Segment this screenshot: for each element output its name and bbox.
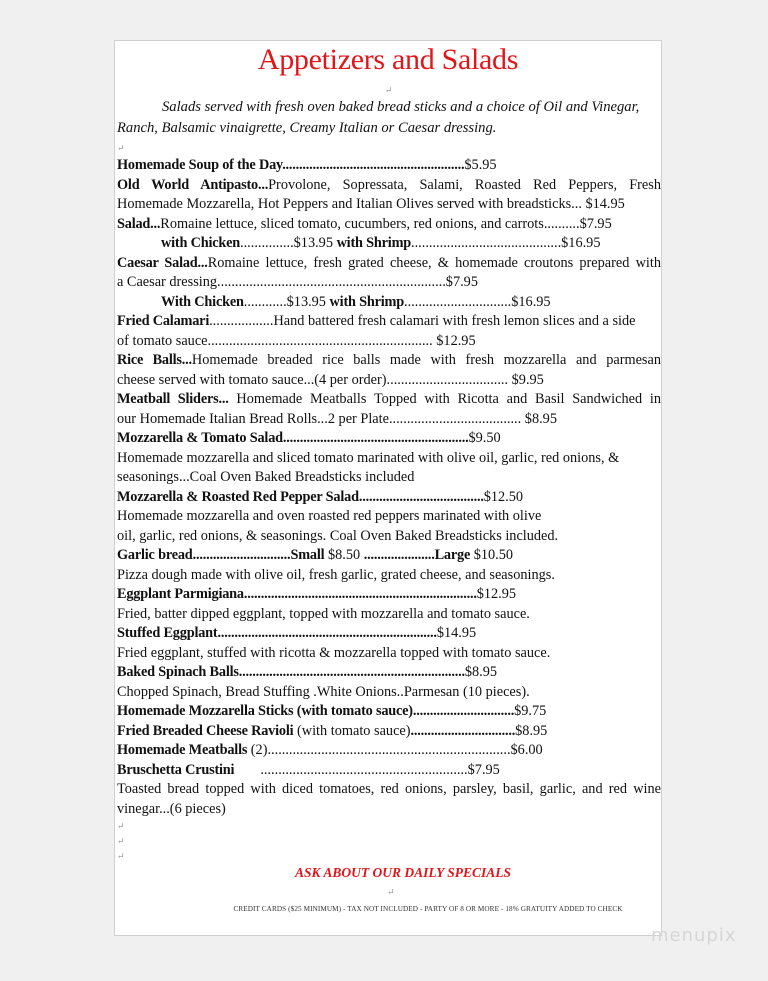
watermark-logo: menupix (651, 925, 737, 946)
option-shrimp: with Shrimp (336, 235, 412, 251)
size-small: Small (290, 547, 325, 563)
paragraph-marks: ↵ ↵ ↵ (117, 821, 125, 861)
dot-leader: ............................... (410, 722, 516, 739)
menu-item-stuffed-eggplant (117, 624, 661, 644)
dot-leader: .......................................... (411, 235, 562, 251)
menu-item-ravioli (117, 722, 661, 742)
item-desc: Homemade mozzarella and oven roasted red peppers marinated with olive (117, 508, 542, 524)
item-price: $8.95 (524, 410, 557, 427)
option-chicken: With Chicken (161, 293, 244, 310)
dot-leader: ..................................... (358, 488, 484, 505)
item-price: $8.95 (515, 722, 548, 739)
item-desc: vinegar...(6 pieces) (117, 800, 226, 817)
dot-leader: ...................................................... (282, 157, 465, 173)
option-price: $16.95 (511, 293, 551, 310)
menu-item-riceballs-cont (117, 371, 661, 391)
item-price: $9.75 (514, 703, 547, 719)
item-price: $8.95 (464, 664, 497, 680)
item-desc: Fried eggplant, stuffed with ricotta & mozzarella topped with tomato sauce. (117, 644, 551, 661)
item-desc: Homemade mozzarella and sliced tomato marinated with olive oil, garlic, red onions, & (117, 449, 620, 466)
menu-item-salad-options (117, 234, 661, 254)
dot-leader: .......................................................... (260, 761, 468, 778)
item-price: $9.50 (468, 430, 501, 446)
item-price: $7.95 (445, 274, 478, 290)
dot-leader: ..................... (363, 547, 435, 563)
page-title: Appetizers and Salads (257, 43, 519, 76)
menu-item-caesar-options (117, 293, 661, 313)
dot-leader: ....................................................... (282, 430, 469, 446)
item-name: Fried Breaded Cheese Ravioli (117, 722, 294, 739)
item-price: $14.95 (585, 196, 625, 212)
item-desc: Toasted bread topped with diced tomatoes, red onions, parsley, basil, garlic, and red wine (117, 781, 661, 797)
dot-leader: .................. (209, 313, 274, 329)
item-desc: Chopped Spinach, Bread Stuffing .White Onions..Parmesan (10 pieces). (117, 683, 530, 700)
fine-print: CREDIT CARDS ($25 MINIMUM) - TAX NOT INCLUDED - PARTY OF 8 OR MORE - 18% GRATUITY ADDED TO CHECK (233, 905, 623, 913)
option-price: $13.95 (286, 293, 326, 310)
dot-leader: ............................. (192, 547, 291, 563)
item-desc: Fried, batter dipped eggplant, topped with mozzarella and tomato sauce. (117, 605, 530, 622)
item-name: Baked Spinach Balls (117, 664, 239, 680)
menu-page (114, 40, 737, 946)
menu-item-riceballs (117, 351, 661, 371)
dot-leader: ..................................................................... (243, 586, 477, 602)
item-desc: Romaine lettuce, sliced tomato, cucumbers, red onions, and carrots.......... (160, 215, 580, 232)
dot-leader: ................................................................... (238, 664, 465, 680)
paragraph-mark: ↵ (387, 887, 395, 897)
item-name: Stuffed Eggplant (117, 625, 218, 641)
item-desc: cheese served with tomato sauce...(4 per order).................................. (117, 371, 509, 388)
option-price: $16.95 (561, 235, 601, 251)
item-desc: a Caesar dressing................................................................ (117, 274, 446, 290)
menu-item-sliders (117, 390, 661, 410)
option-shrimp: with Shrimp (329, 293, 405, 310)
menu-item-garlic-bread (117, 546, 661, 566)
menu-item-meatballs (117, 741, 661, 761)
dot-leader: ................................................................. (217, 625, 437, 641)
menu-item-sliders-cont (117, 410, 661, 430)
item-price: $5.95 (464, 157, 497, 173)
paragraph-mark: ↵ (117, 143, 125, 153)
size-large: Large (434, 547, 471, 563)
item-name: Bruschetta Crustini (117, 761, 235, 778)
dot-leader: ............ (243, 293, 287, 310)
item-desc: our Homemade Italian Bread Rolls...2 per Plate..................................... (117, 410, 522, 427)
item-desc: oil, garlic, red onions, & seasonings. Coal Oven Baked Breadsticks included. (117, 527, 559, 544)
item-note: (2) (250, 742, 268, 758)
item-name: Salad... (117, 215, 161, 232)
menu-item-bruschetta (117, 761, 661, 781)
intro-text: Salads served with fresh oven baked bread sticks and a choice of Oil and Vinegar, Ranch, Balsamic vinaigrette, Creamy Italian or Caesar dressing. (117, 99, 640, 136)
item-name: Garlic bread (117, 547, 193, 563)
item-price: $7.95 (467, 761, 500, 778)
item-note: (with tomato sauce) (296, 722, 411, 739)
item-name: Mozzarella & Tomato Salad (117, 430, 283, 446)
menu-item-salad (117, 215, 661, 235)
dot-leader: ............... (240, 235, 294, 251)
dot-leader: .............................. (404, 293, 512, 310)
menu-item-antipasto-cont (117, 195, 661, 215)
item-name: Meatball Sliders... (117, 391, 229, 407)
item-desc: Homemade breaded rice balls made with fresh mozzarella and parmesan (191, 352, 661, 368)
menu-item-caesar (117, 254, 661, 274)
item-name: Mozzarella & Roasted Red Pepper Salad (117, 488, 359, 505)
menu-item-caesar-cont (117, 273, 661, 293)
option-price: $13.95 (293, 235, 333, 251)
item-name: Homemade Mozzarella Sticks (with tomato sauce) (117, 703, 413, 719)
daily-specials: ASK ABOUT OUR DAILY SPECIALS (294, 865, 512, 880)
item-desc: Homemade Meatballs Topped with Ricotta and Basil Sandwiched in (236, 391, 661, 407)
item-price: $10.50 (473, 547, 514, 563)
item-price: $6.00 (510, 742, 543, 758)
item-price: $8.50 (327, 547, 361, 563)
item-desc: Hand battered fresh calamari with fresh lemon slices and a side (273, 313, 636, 329)
dot-leader: .................................................................... (267, 742, 511, 758)
menu-item-mozz-sticks (117, 702, 661, 722)
item-price: $12.50 (483, 488, 524, 505)
item-desc: seasonings...Coal Oven Baked Breadsticks included (117, 469, 415, 485)
item-name: Homemade Meatballs (117, 742, 248, 758)
menu-item-spinach-balls (117, 663, 661, 683)
menu-item-antipasto (117, 176, 661, 196)
item-price: $7.95 (579, 215, 612, 232)
menu-item-mozz-tomato (117, 429, 661, 449)
item-price: $12.95 (436, 332, 476, 349)
menu-item-eggplant-parm (117, 585, 661, 605)
option-chicken: with Chicken (161, 235, 241, 251)
item-price: $9.95 (511, 371, 544, 388)
item-desc: of tomato sauce............................................................... (117, 332, 433, 349)
item-name: Old World Antipasto... (117, 176, 269, 193)
menu-item-mozz-pepper (117, 488, 661, 508)
menu-list (117, 156, 661, 819)
item-name: Caesar Salad... (117, 254, 208, 271)
menu-item-soup (117, 156, 661, 176)
item-desc: Pizza dough made with olive oil, fresh garlic, grated cheese, and seasonings. (117, 566, 555, 583)
item-price: $12.95 (476, 586, 517, 602)
menu-item-calamari (117, 312, 661, 332)
menu-item-calamari-cont (117, 332, 661, 352)
item-name: Fried Calamari (117, 313, 210, 329)
item-price: $14.95 (436, 625, 477, 641)
item-desc: Provolone, Sopressata, Salami, Roasted Red Peppers, Fresh (268, 176, 661, 193)
item-desc: Romaine lettuce, fresh grated cheese, & homemade croutons prepared with (207, 254, 661, 271)
menu-item-bruschetta-desc (117, 780, 661, 800)
paragraph-mark: ↵ (385, 85, 393, 95)
item-name: Eggplant Parmigiana (117, 586, 244, 602)
dot-leader: .............................. (412, 703, 515, 719)
item-name: Rice Balls... (117, 352, 192, 368)
item-desc: Homemade Mozzarella, Hot Peppers and Italian Olives served with breadsticks... (117, 196, 582, 212)
item-name: Homemade Soup of the Day (117, 157, 283, 173)
